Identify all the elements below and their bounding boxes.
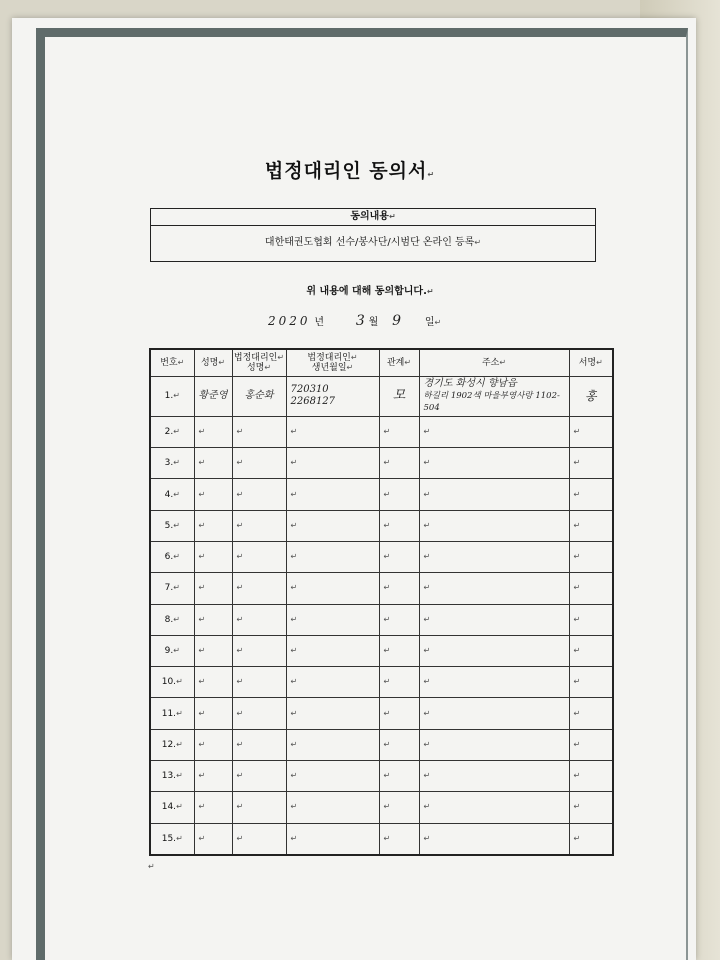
header-guardian-birth: 법정대리인↵ 생년월일↵ — [286, 349, 379, 377]
header-no: 번호↵ — [150, 349, 194, 377]
table-row: 6.↵ ↵ ↵ ↵ ↵ ↵ ↵ — [150, 542, 613, 573]
table-row: 15.↵ ↵ ↵ ↵ ↵ ↵ ↵ — [150, 823, 613, 855]
table-row: 9.↵ ↵ ↵ ↵ ↵ ↵ ↵ — [150, 635, 613, 666]
table-row: 7.↵ ↵ ↵ ↵ ↵ ↵ ↵ — [150, 573, 613, 604]
cell-relation: 모 — [379, 377, 419, 417]
cell-no: 15.↵ — [150, 823, 194, 855]
cell-no: 9.↵ — [150, 635, 194, 666]
cell-signature: 홍 — [569, 377, 613, 417]
table-row: 12.↵ ↵ ↵ ↵ ↵ ↵ ↵ — [150, 729, 613, 760]
cell-no: 13.↵ — [150, 761, 194, 792]
consent-box — [150, 208, 596, 262]
table-row: 13.↵ ↵ ↵ ↵ ↵ ↵ ↵ — [150, 761, 613, 792]
cell-no: 8.↵ — [150, 604, 194, 635]
cell-guardian-name: 홍순화 — [232, 377, 286, 417]
cell-no: 12.↵ — [150, 729, 194, 760]
paragraph-mark: ↵ — [148, 862, 155, 871]
guardian-consent-table — [149, 348, 614, 856]
cell-no: 6.↵ — [150, 542, 194, 573]
agreement-statement: 위 내용에 대해 동의합니다.↵ — [306, 286, 434, 297]
cell-no: 7.↵ — [150, 573, 194, 604]
table-header-row — [150, 349, 613, 377]
cell-no: 5.↵ — [150, 510, 194, 541]
header-address: 주소↵ — [419, 349, 569, 377]
table-row: 10.↵ ↵ ↵ ↵ ↵ ↵ ↵ — [150, 667, 613, 698]
document-title: 법정대리인 동의서↵ — [264, 160, 436, 182]
table-row: 14.↵ ↵ ↵ ↵ ↵ ↵ ↵ — [150, 792, 613, 823]
table-row: 3.↵ ↵ ↵ ↵ ↵ ↵ ↵ — [150, 448, 613, 479]
header-name: 성명↵ — [194, 349, 232, 377]
cell-no: 3.↵ — [150, 448, 194, 479]
consent-content: 대한태권도협회 선수/봉사단/시범단 온라인 등록↵ — [264, 237, 482, 248]
date-day: 9 — [392, 313, 402, 329]
date-year: 2020 — [268, 314, 311, 328]
cell-no: 1.↵ — [150, 377, 194, 417]
date-month: 3 — [355, 313, 365, 329]
header-relation: 관계↵ — [379, 349, 419, 377]
cell-no: 2.↵ — [150, 416, 194, 447]
cell-name: 황준영 — [194, 377, 232, 417]
table-row: 11.↵ ↵ ↵ ↵ ↵ ↵ ↵ — [150, 698, 613, 729]
table-row: 8.↵ ↵ ↵ ↵ ↵ ↵ ↵ — [150, 604, 613, 635]
table-row — [150, 377, 613, 417]
date-month-unit: 월 — [368, 317, 379, 328]
cell-address: 경기도 화성시 향남읍 하길리 1902색 마을부영사랑 1102-504 — [419, 377, 569, 417]
consent-heading: 동의내용↵ — [151, 209, 595, 226]
signing-date: 2020 년 3 월 9 일↵ — [268, 313, 442, 329]
cell-guardian-birth: 720310 2268127 — [286, 377, 379, 417]
date-day-unit: 일 — [424, 317, 435, 328]
cell-no: 10.↵ — [150, 667, 194, 698]
cell-no: 4.↵ — [150, 479, 194, 510]
date-year-unit: 년 — [314, 317, 325, 328]
cell-no: 14.↵ — [150, 792, 194, 823]
table-row: 5.↵ ↵ ↵ ↵ ↵ ↵ ↵ — [150, 510, 613, 541]
cell-no: 11.↵ — [150, 698, 194, 729]
table-row: 4.↵ ↵ ↵ ↵ ↵ ↵ ↵ — [150, 479, 613, 510]
header-signature: 서명↵ — [569, 349, 613, 377]
header-guardian-name: 법정대리인↵ 성명↵ — [232, 349, 286, 377]
table-row: 2.↵ ↵ ↵ ↵ ↵ ↵ ↵ — [150, 416, 613, 447]
